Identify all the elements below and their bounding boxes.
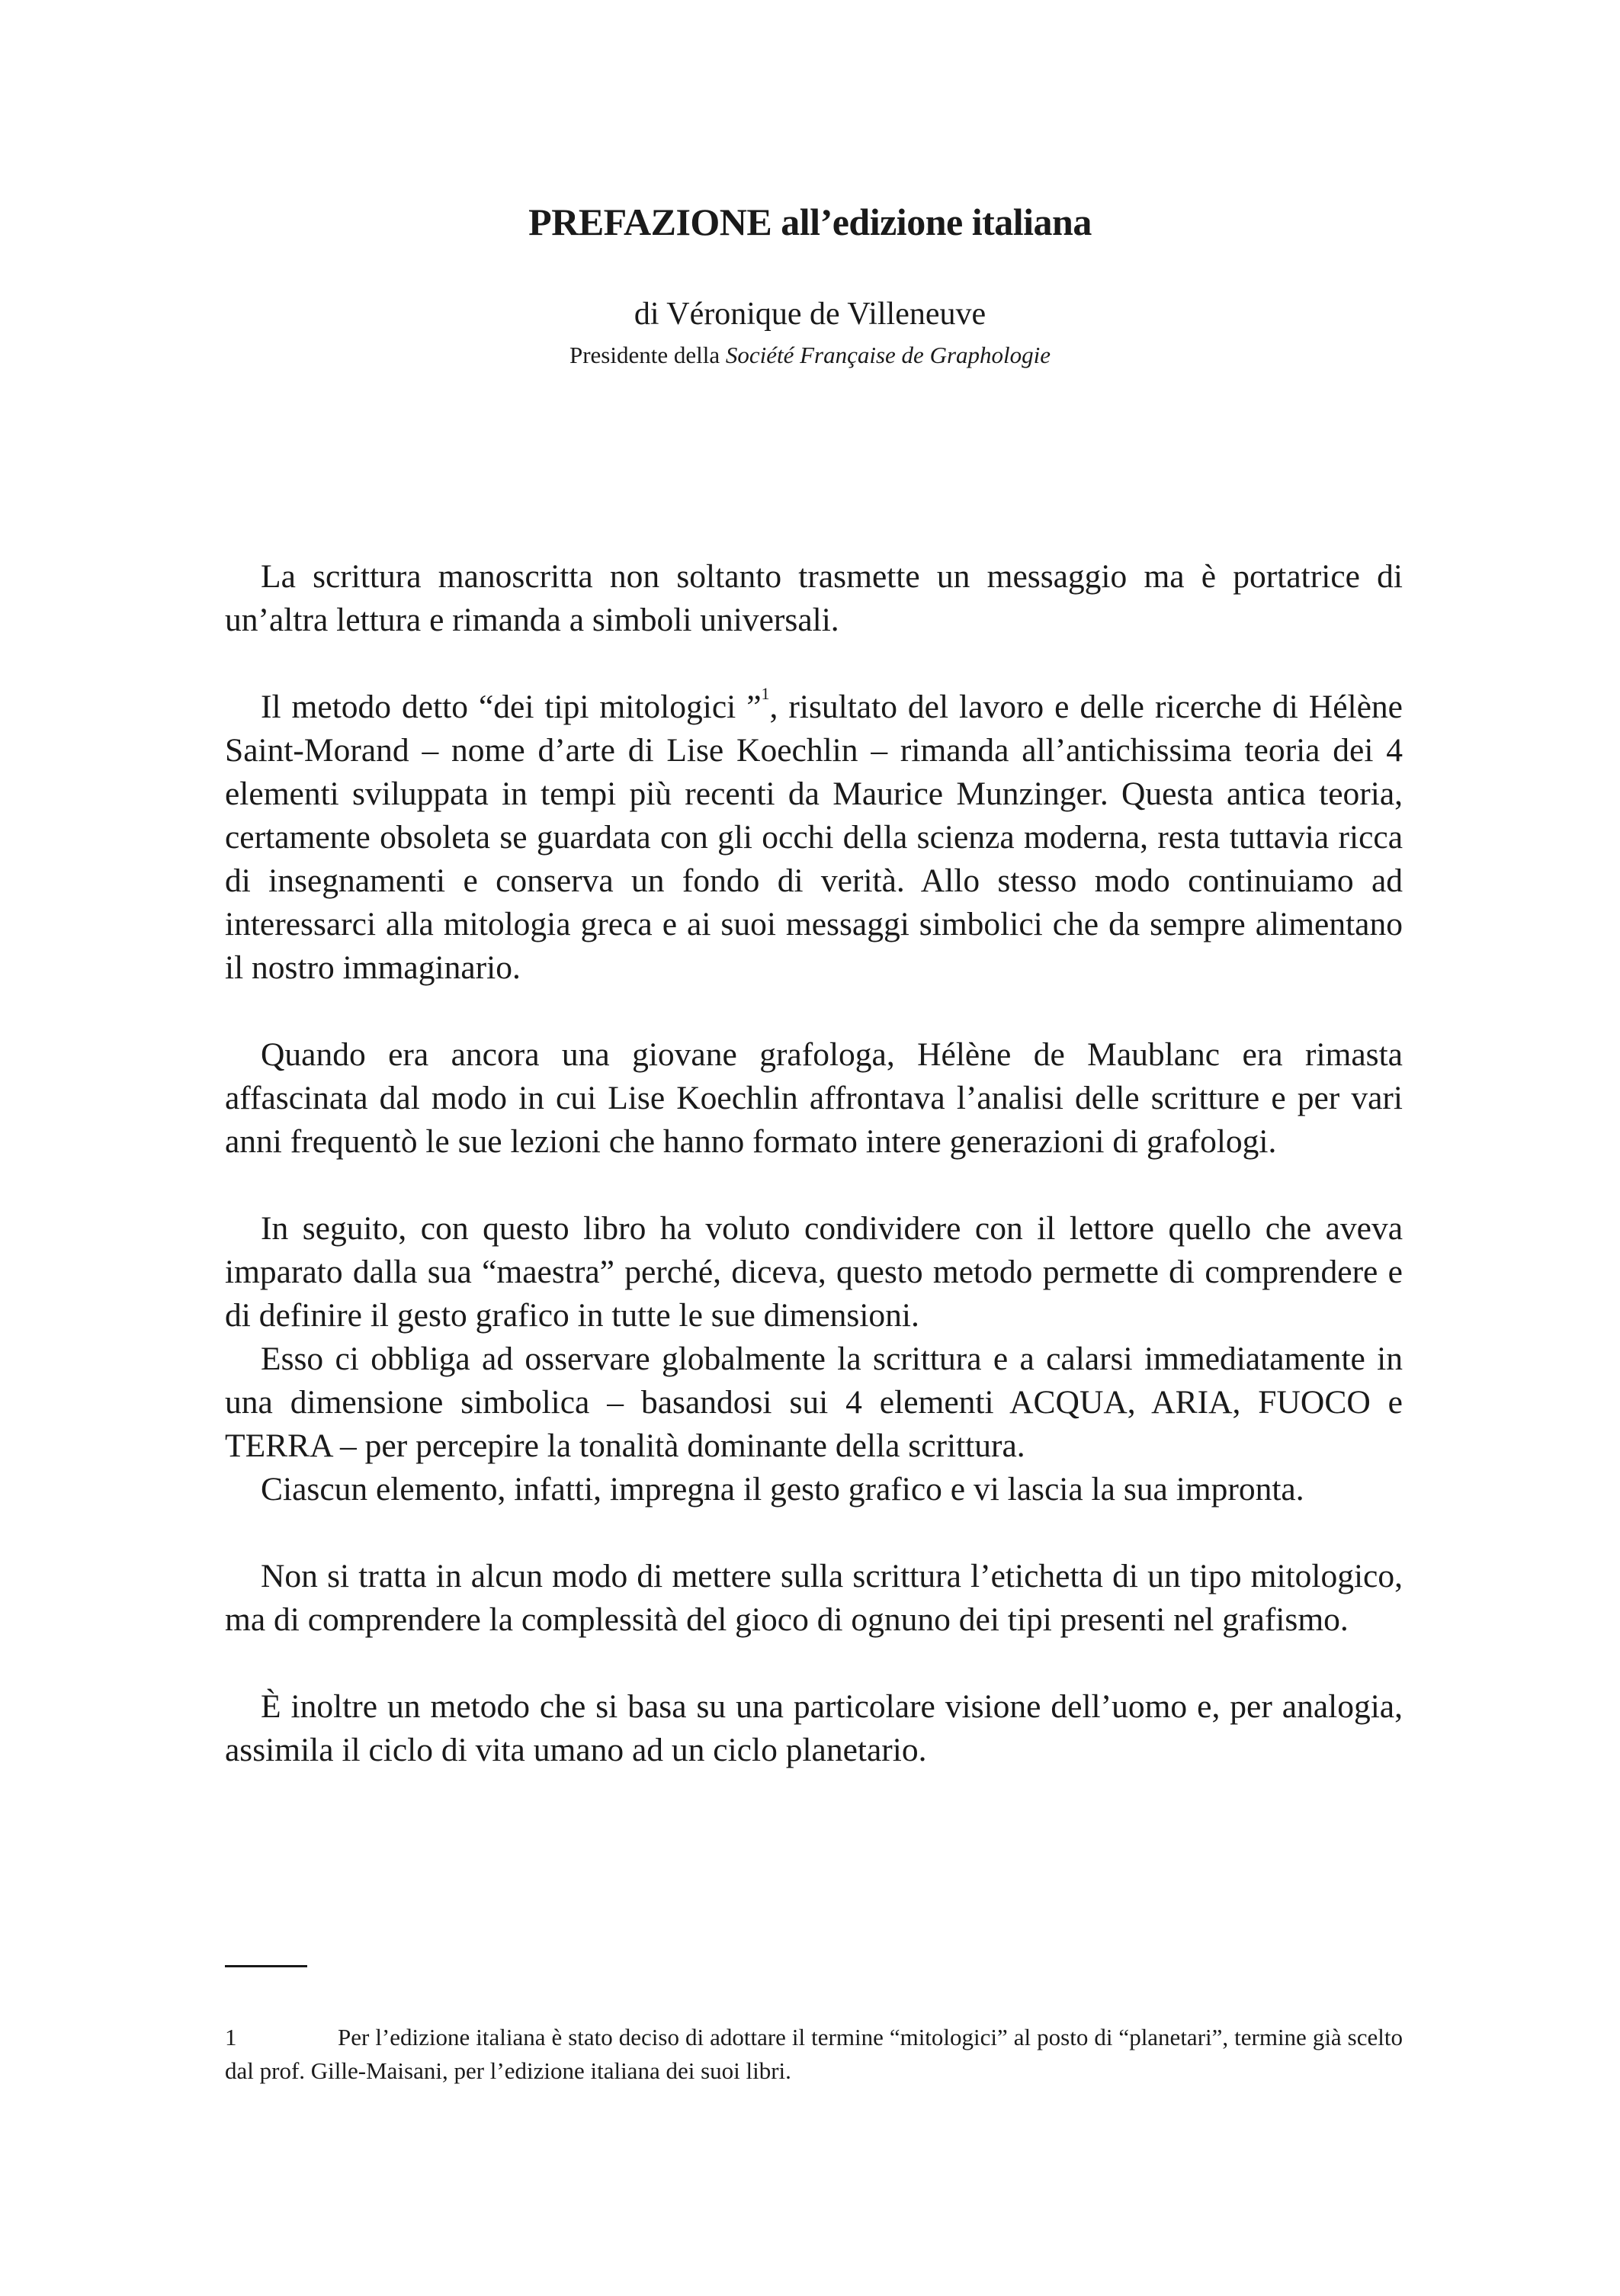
paragraph-3: Quando era ancora una giovane grafologa, Hélène de Maublanc era rimasta affascinata dal modo in cui Lise Koechlin affrontava l’analisi delle scritture e per vari anni frequentò le sue lezioni che hanno formato intere generazioni di grafologi. [225, 1036, 1403, 1160]
title-rest: all’edizione italiana [772, 201, 1092, 243]
paragraph-5: Esso ci obbliga ad osservare globalmente la scrittura e a calarsi immediatamente in una dimensione simbolica – basandosi sui 4 elementi ACQUA, ARIA, FUOCO e TERRA – per percepire la tonalità dominante della scrittura. [225, 1341, 1403, 1464]
affiliation-organization: Société Française de Graphologie [725, 342, 1051, 368]
footnote-number: 1 [225, 2024, 237, 2050]
paragraph-6: Ciascun elemento, infatti, impregna il gesto grafico e vi lascia la sua impronta. [261, 1471, 1304, 1508]
paragraph-4: In seguito, con questo libro ha voluto condividere con il lettore quello che aveva imparato dalla sua “maestra” perché, diceva, questo metodo permette di comprendere e di definire il gesto grafico in tutte le sue dimensioni. [225, 1210, 1403, 1334]
author-byline: di Véronique de Villeneuve [634, 297, 986, 332]
footnote-separator [225, 1965, 307, 1967]
page-title [0, 200, 1620, 244]
body-text [225, 555, 1403, 1772]
author-affiliation [0, 342, 1620, 369]
paragraph-2 [225, 686, 1403, 990]
footnote-reference[interactable]: 1 [761, 684, 770, 703]
paragraph-2-rest: , risultato del lavoro e delle ricerche di Hélène Saint-Morand – nome d’arte di Lise Koechlin – rimanda all’antichissima teoria dei 4 elementi sviluppata in tempi più recenti da Maurice Munzinger. Questa antica teoria, certamente obsoleta se guardata con gli occhi della scienza moderna, resta tuttavia ricca di insegnamenti e conserva un fondo di verità. Allo stesso modo continuiamo ad interessarci alla mitologia greca e ai suoi messaggi simbolici che da sempre alimentano il nostro immaginario. [225, 689, 1403, 986]
paragraph-7: Non si tratta in alcun modo di mettere sulla scrittura l’etichetta di un tipo mitologico, ma di comprendere la complessità del gioco di ognuno dei tipi presenti nel grafismo. [225, 1558, 1403, 1638]
paragraph-1: La scrittura manoscritta non soltanto trasmette un messaggio ma è portatrice di un’altra lettura e rimanda a simboli universali. [225, 558, 1403, 638]
title-bold-part: PREFAZIONE [528, 201, 772, 243]
footnote-1 [225, 2021, 1403, 2088]
paragraph-2-start: Il metodo detto “dei tipi mitologici ” [261, 689, 762, 725]
footnote-text: Per l’edizione italiana è stato deciso di adottare il termine “mitologici” al posto di “planetari”, termine già scelto dal prof. Gille-Maisani, per l’edizione italiana dei suoi libri. [225, 2024, 1403, 2084]
paragraph-8: È inoltre un metodo che si basa su una particolare visione dell’uomo e, per analogia, assimila il ciclo di vita umano ad un ciclo planetario. [225, 1688, 1403, 1768]
affiliation-prefix: Presidente della [569, 342, 726, 368]
